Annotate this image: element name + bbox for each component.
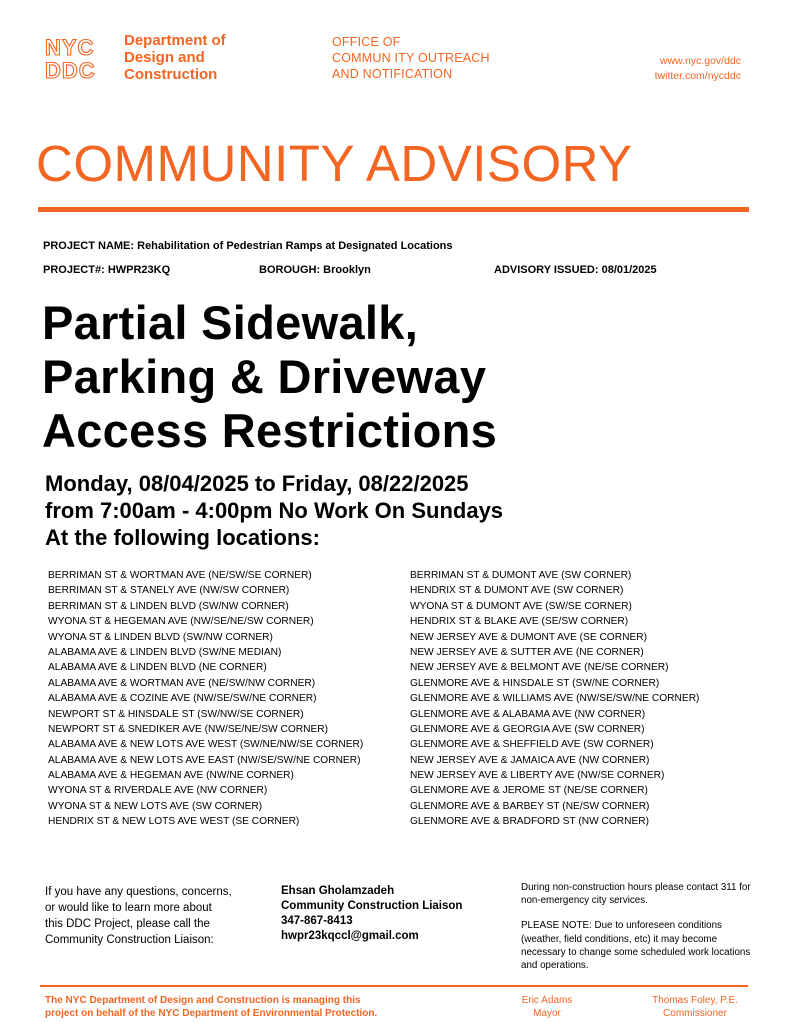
location-item: WYONA ST & RIVERDALE AVE (NW CORNER) xyxy=(48,785,268,797)
location-item: GLENMORE AVE & BARBEY ST (NE/SW CORNER) xyxy=(410,800,650,812)
logo-ddc-text: DDC xyxy=(45,58,96,80)
location-item: ALABAMA AVE & HEGEMAN AVE (NW/NE CORNER) xyxy=(48,770,294,782)
twitter-link[interactable]: twitter.com/nycddc xyxy=(654,70,741,82)
locations-list-left xyxy=(48,568,363,830)
locations-list-right xyxy=(410,568,699,830)
location-item: ALABAMA AVE & LINDEN BLVD (NE CORNER) xyxy=(48,662,267,674)
location-item: BERRIMAN ST & LINDEN BLVD (SW/NW CORNER) xyxy=(48,600,289,612)
location-item: ALABAMA AVE & COZINE AVE (NW/SE/SW/NE CORNER) xyxy=(48,693,317,705)
location-item: NEW JERSEY AVE & BELMONT AVE (NE/SE CORNER) xyxy=(410,662,669,674)
non-construction-note: During non-construction hours please contact 311 for non-emergency city services. xyxy=(521,882,751,907)
location-item: NEWPORT ST & HINSDALE ST (SW/NW/SE CORNER) xyxy=(48,708,304,720)
schedule: Monday, 08/04/2025 to Friday, 08/22/2025 from 7:00am - 4:00pm No Work On Sundays At the following locations: xyxy=(45,471,504,550)
location-item: BERRIMAN ST & WORTMAN AVE (NE/SW/SE CORNER) xyxy=(48,570,312,581)
liaison-name: Ehsan Gholamzadeh xyxy=(281,885,395,897)
location-item: BERRIMAN ST & STANELY AVE (NW/SW CORNER) xyxy=(48,585,290,597)
location-item: GLENMORE AVE & HINSDALE ST (SW/NE CORNER) xyxy=(410,677,660,689)
location-item: NEW JERSEY AVE & LIBERTY AVE (NW/SE CORNER) xyxy=(410,770,665,782)
advisory-issued-date: ADVISORY ISSUED: 08/01/2025 xyxy=(494,264,657,276)
header-links xyxy=(655,54,741,84)
location-item: ALABAMA AVE & LINDEN BLVD (SW/NE MEDIAN) xyxy=(48,646,282,658)
project-borough: BOROUGH: Brooklyn xyxy=(259,264,371,276)
location-item: NEW JERSEY AVE & DUMONT AVE (SE CORNER) xyxy=(410,631,647,643)
footer-divider xyxy=(40,985,748,987)
location-item: GLENMORE AVE & GEORGIA AVE (SW CORNER) xyxy=(410,723,645,735)
liaison-contact xyxy=(281,884,462,944)
nyc-ddc-logo xyxy=(44,34,116,80)
location-item: GLENMORE AVE & SHEFFIELD AVE (SW CORNER) xyxy=(410,739,654,751)
commissioner-signature: Thomas Foley, P.E. Commissioner xyxy=(652,995,738,1019)
location-item: ALABAMA AVE & WORTMAN AVE (NE/SW/NW CORNER) xyxy=(48,677,316,689)
location-item: NEWPORT ST & SNEDIKER AVE (NW/SE/NE/SW CORNER) xyxy=(48,723,329,735)
liaison-title: Community Construction Liaison xyxy=(281,900,463,912)
footer-statement: The NYC Department of Design and Construction is managing this project on behalf of the NYC Department of Environmental Protection. xyxy=(45,995,378,1019)
location-item: GLENMORE AVE & WILLIAMS AVE (NW/SE/SW/NE CORNER) xyxy=(410,693,700,705)
location-item: GLENMORE AVE & ALABAMA AVE (NW CORNER) xyxy=(410,708,646,720)
location-item: GLENMORE AVE & BRADFORD ST (NW CORNER) xyxy=(410,816,650,828)
location-item: GLENMORE AVE & JEROME ST (NE/SE CORNER) xyxy=(410,785,648,797)
location-item: BERRIMAN ST & DUMONT AVE (SW CORNER) xyxy=(410,570,632,581)
location-item: WYONA ST & DUMONT AVE (SW/SE CORNER) xyxy=(410,600,632,612)
liaison-phone[interactable]: 347-867-8413 xyxy=(281,915,353,927)
advisory-title: COMMUNITY ADVISORY xyxy=(36,135,633,192)
restriction-headline: Partial Sidewalk, Parking & Driveway Access Restrictions xyxy=(42,296,498,457)
location-item: ALABAMA AVE & NEW LOTS AVE EAST (NW/SE/SW/NE CORNER) xyxy=(48,754,361,766)
contact-prompt: If you have any questions, concerns, or would like to learn more about this DDC Project, please call the Community Construction Liaison: xyxy=(45,886,232,946)
website-link[interactable]: www.nyc.gov/ddc xyxy=(659,55,741,67)
location-item: NEW JERSEY AVE & JAMAICA AVE (NW CORNER) xyxy=(410,754,650,766)
logo-nyc-text: NYC xyxy=(45,35,95,60)
liaison-email[interactable]: hwpr23kqccl@gmail.com xyxy=(281,930,419,942)
location-item: WYONA ST & HEGEMAN AVE (NW/SE/NE/SW CORNER) xyxy=(48,616,314,628)
location-item: ALABAMA AVE & NEW LOTS AVE WEST (SW/NE/NW/SE CORNER) xyxy=(48,739,364,751)
location-item: NEW JERSEY AVE & SUTTER AVE (NE CORNER) xyxy=(410,646,644,658)
location-item: WYONA ST & NEW LOTS AVE (SW CORNER) xyxy=(48,800,263,812)
location-item: HENDRIX ST & DUMONT AVE (SW CORNER) xyxy=(410,585,624,597)
please-note: PLEASE NOTE: Due to unforeseen conditions (weather, field conditions, etc) it may become necessary to change some scheduled work locations and operations. xyxy=(521,920,751,972)
location-item: WYONA ST & LINDEN BLVD (SW/NW CORNER) xyxy=(48,631,273,643)
title-divider xyxy=(38,207,749,212)
location-item: HENDRIX ST & NEW LOTS AVE WEST (SE CORNER) xyxy=(48,816,300,828)
project-number: PROJECT#: HWPR23KQ xyxy=(43,264,171,276)
notes xyxy=(521,881,751,972)
location-item: HENDRIX ST & BLAKE AVE (SE/SW CORNER) xyxy=(410,616,629,628)
project-name-line: PROJECT NAME: Rehabilitation of Pedestrian Ramps at Designated Locations xyxy=(43,240,453,252)
department-name: Department of Design and Construction xyxy=(124,32,226,83)
mayor-signature: Eric Adams Mayor xyxy=(521,995,573,1019)
office-name: OFFICE OF COMMUN ITY OUTREACH AND NOTIFICATION xyxy=(332,35,490,81)
